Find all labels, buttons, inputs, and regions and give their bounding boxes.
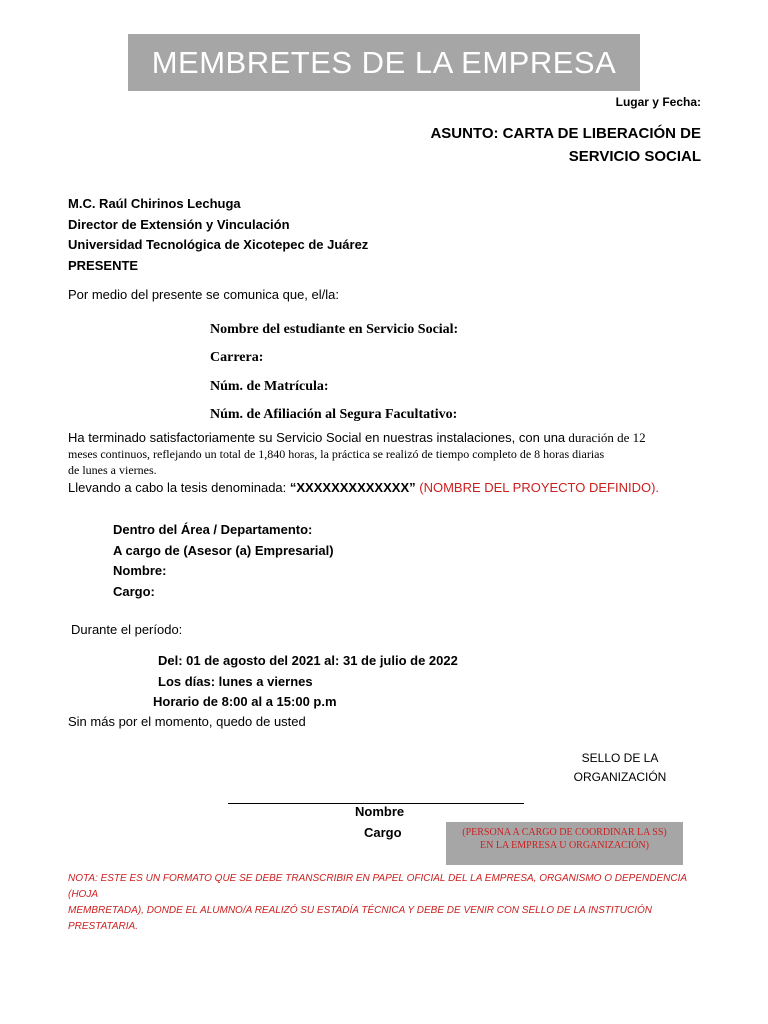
area-field: Dentro del Área / Departamento:	[113, 522, 313, 537]
thesis-line	[68, 478, 700, 498]
student-fields	[210, 316, 458, 429]
enrollment-field: Núm. de Matrícula:	[210, 378, 329, 394]
signatory-note-text	[446, 826, 683, 852]
place-date-label: Lugar y Fecha:	[615, 95, 701, 109]
signature-name: Nombre	[355, 804, 405, 819]
body-paragraph	[68, 429, 700, 498]
seal-label	[560, 749, 680, 787]
body-line-1	[68, 429, 700, 446]
area-fields	[113, 520, 334, 602]
period-label: Durante el período:	[71, 622, 183, 637]
body-line-2: meses continuos, reflejando un total de 1,840 horas, la práctica se realizó de tiempo completo de 8 horas diarias	[68, 447, 605, 461]
seal-line-2: ORGANIZACIÓN	[573, 770, 667, 784]
signatory-note-box	[446, 822, 683, 865]
period-days: Los días: lunes a viernes	[158, 674, 313, 689]
footer-note-line-1: NOTA: ESTE ES UN FORMATO QUE SE DEBE TRANSCRIBIR EN PAPEL OFICIAL DEL LA EMPRESA, ORGANISMO O DEPENDENCIA (HOJA	[68, 873, 687, 900]
thesis-prefix: Llevando a cabo la tesis denominada:	[68, 480, 290, 495]
insurance-field: Núm. de Afiliación al Segura Facultativo:	[210, 406, 458, 422]
seal-line-1: SELLO DE LA	[581, 751, 659, 765]
period-dates: Del: 01 de agosto del 2021 al: 31 de julio de 2022	[158, 653, 458, 668]
thesis-name: “XXXXXXXXXXXXX”	[289, 480, 416, 495]
subject-line-1: ASUNTO: CARTA DE LIBERACIÓN DE	[430, 125, 701, 142]
signature-position: Cargo	[364, 825, 402, 840]
body-line-1-serif: duración de 12	[565, 430, 646, 445]
signatory-note-line-2: EN LA EMPRESA U ORGANIZACIÓN)	[480, 840, 649, 851]
subject-line-2: SERVICIO SOCIAL	[568, 148, 701, 165]
advisor-field: A cargo de (Asesor (a) Empresarial)	[113, 542, 334, 558]
period-hours: Horario de 8:00 al a 15:00 p.m	[153, 694, 337, 709]
footer-note-line-2: MEMBRETADA), DONDE EL ALUMNO/A REALIZÓ SU ESTADÍA TÉCNICA Y DEBE DE VENIR CON SELLO DE LA INSTITUCIÓN PRESTATARIA.	[68, 905, 653, 932]
recipient-block	[68, 194, 368, 276]
closing-text: Sin más por el momento, quedo de usted	[68, 714, 306, 729]
student-name-field: Nombre del estudiante en Servicio Social:	[210, 322, 459, 337]
signatory-note-line-1: (PERSONA A CARGO DE COORDINAR LA SS)	[462, 827, 667, 838]
intro-text: Por medio del presente se comunica que, el/la:	[68, 287, 339, 302]
footer-note	[68, 871, 708, 935]
advisor-name-field: Nombre:	[113, 563, 167, 578]
recipient-title: Director de Extensión y Vinculación	[68, 216, 290, 232]
recipient-greeting: PRESENTE	[68, 257, 139, 273]
recipient-institution: Universidad Tecnológica de Xicotepec de Juárez	[68, 237, 369, 252]
career-field: Carrera:	[210, 350, 264, 366]
body-line-1-sans: Ha terminado satisfactoriamente su Servicio Social en nuestras instalaciones, con una	[68, 430, 566, 445]
thesis-note: (NOMBRE DEL PROYECTO DEFINIDO).	[415, 480, 660, 495]
recipient-name: M.C. Raúl Chirinos Lechuga	[68, 196, 241, 211]
advisor-position-field: Cargo:	[113, 583, 155, 599]
body-line-3: de lunes a viernes.	[68, 463, 157, 477]
letterhead-banner: MEMBRETES DE LA EMPRESA	[128, 34, 640, 91]
subject	[430, 122, 701, 168]
